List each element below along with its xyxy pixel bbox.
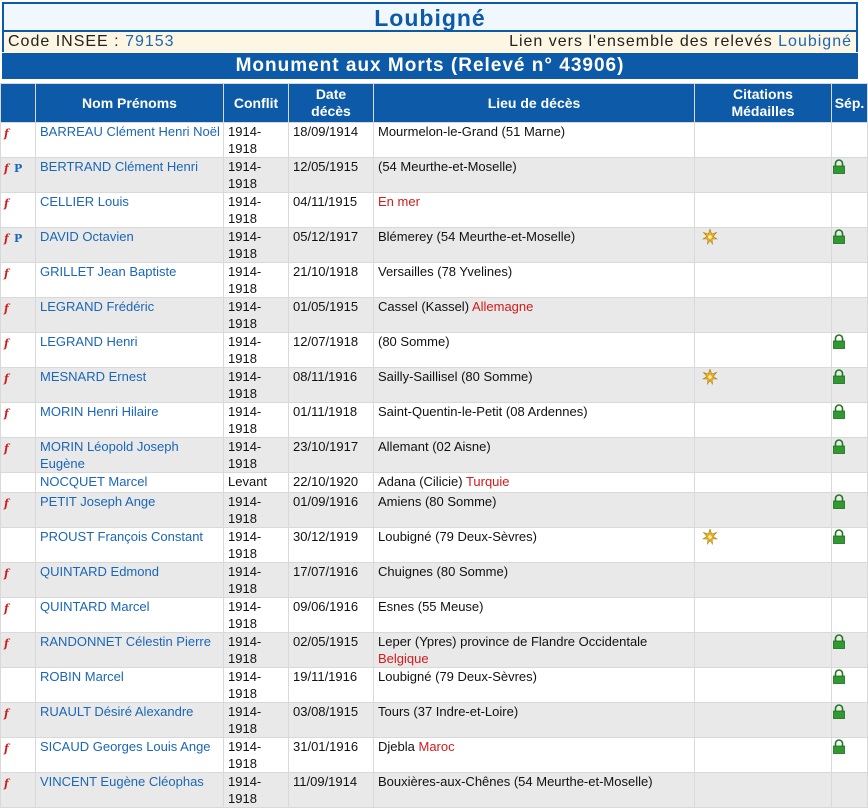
death-date: 03/08/1915 [289, 703, 373, 737]
sepulture-icon[interactable] [832, 669, 867, 688]
table-row [1, 773, 867, 807]
death-place: Versailles (78 Yvelines) [378, 264, 513, 279]
sepulture-cell [832, 368, 867, 402]
death-date: 02/05/1915 [289, 633, 373, 667]
table-row [1, 193, 867, 227]
sep-header: Sép. [832, 84, 867, 122]
insee-info [8, 32, 175, 52]
table-row [1, 333, 867, 367]
row-icons [1, 773, 35, 807]
death-place-cell [374, 158, 694, 192]
soldier-name-link[interactable]: ROBIN Marcel [40, 669, 124, 684]
town-title[interactable]: Loubigné [374, 5, 486, 31]
soldier-name-link[interactable]: VINCENT Eugène Cléophas [40, 774, 204, 789]
conflict-cell: 1914-1918 [224, 493, 288, 527]
conflict-cell: 1914-1918 [224, 333, 288, 367]
conflict-cell: 1914-1918 [224, 298, 288, 332]
death-date: 19/11/1916 [289, 668, 373, 702]
soldier-name [36, 123, 223, 157]
conflict-cell: 1914-1918 [224, 263, 288, 297]
death-date: 31/01/1916 [289, 738, 373, 772]
sepulture-icon[interactable] [832, 229, 867, 248]
death-date: 04/11/1915 [289, 193, 373, 227]
sepulture-icon[interactable] [832, 739, 867, 758]
row-icons [1, 668, 35, 702]
soldier-name [36, 738, 223, 772]
death-country: Turquie [465, 474, 510, 489]
icons-header [1, 84, 35, 122]
death-date: 18/09/1914 [289, 123, 373, 157]
row-icons [1, 493, 35, 527]
death-place: Adana (Cilicie) [378, 474, 463, 489]
citations-cell [695, 528, 831, 562]
death-place: Djebla [378, 739, 415, 754]
conflict-cell: 1914-1918 [224, 668, 288, 702]
sepulture-cell [832, 703, 867, 737]
row-icons [1, 298, 35, 332]
insee-code: 79153 [125, 33, 175, 50]
sepulture-cell [832, 563, 867, 597]
table-row [1, 528, 867, 562]
death-place-cell [374, 333, 694, 367]
sepulture-cell [832, 193, 867, 227]
death-date: 01/11/1918 [289, 403, 373, 437]
death-date: 22/10/1920 [289, 473, 373, 492]
soldier-name [36, 438, 223, 472]
soldier-name-link[interactable]: MESNARD Ernest [40, 369, 147, 384]
death-place-cell [374, 368, 694, 402]
citations-cell [695, 438, 831, 472]
row-icons [1, 528, 35, 562]
death-place: Allemant (02 Aisne) [378, 439, 491, 454]
conflict-cell: 1914-1918 [224, 193, 288, 227]
row-icons [1, 158, 35, 192]
conflict-cell: 1914-1918 [224, 738, 288, 772]
soldier-name-link[interactable]: PETIT Joseph Ange [40, 494, 156, 509]
soldier-name-link[interactable]: DAVID Octavien [40, 229, 134, 244]
row-icons [1, 228, 35, 262]
releves-link-info [509, 32, 852, 52]
conflict-cell: 1914-1918 [224, 773, 288, 807]
soldier-name-link[interactable]: RUAULT Désiré Alexandre [40, 704, 194, 719]
photo-icon[interactable]: P [14, 232, 23, 245]
sepulture-cell [832, 263, 867, 297]
citations-cell [695, 403, 831, 437]
soldier-name [36, 473, 223, 492]
soldier-name [36, 668, 223, 702]
death-place-cell [374, 528, 694, 562]
death-date: 12/05/1915 [289, 158, 373, 192]
death-place: Leper (Ypres) province de Flandre Occidentale [378, 634, 648, 649]
sepulture-cell [832, 403, 867, 437]
death-place: Tours (37 Indre-et-Loire) [378, 704, 519, 719]
death-place: Amiens (80 Somme) [378, 494, 497, 509]
death-country: En mer [378, 194, 420, 209]
date-header-line1: Date [315, 86, 347, 102]
death-place: Loubigné (79 Deux-Sèvres) [378, 529, 537, 544]
citations-cell [695, 633, 831, 667]
table-row [1, 668, 867, 702]
fiche-icon[interactable]: f [4, 602, 9, 615]
death-place-cell [374, 773, 694, 807]
soldier-name-link[interactable]: QUINTARD Marcel [40, 599, 150, 614]
citations-cell [695, 473, 831, 492]
soldier-name-link[interactable]: LEGRAND Frédéric [40, 299, 155, 314]
death-place-cell [374, 473, 694, 492]
soldier-name [36, 158, 223, 192]
citations-cell [695, 333, 831, 367]
sepulture-cell [832, 493, 867, 527]
date-header-line2: décès [311, 103, 351, 119]
soldier-name-link[interactable]: PROUST François Constant [40, 529, 204, 544]
table-row [1, 158, 867, 192]
death-place-cell [374, 263, 694, 297]
table-row [1, 738, 867, 772]
row-icons [1, 123, 35, 157]
sepulture-cell [832, 333, 867, 367]
medal-icon[interactable] [701, 229, 719, 249]
row-icons [1, 633, 35, 667]
citations-header-line2: Médailles [731, 103, 795, 119]
death-date: 30/12/1919 [289, 528, 373, 562]
table-row [1, 123, 867, 157]
sepulture-cell [832, 738, 867, 772]
row-icons [1, 368, 35, 402]
death-country: Maroc [418, 739, 455, 754]
place-header[interactable]: Lieu de décès [374, 84, 694, 122]
fiche-icon[interactable]: f [4, 337, 9, 350]
soldier-name [36, 193, 223, 227]
soldier-name-link[interactable]: GRILLET Jean Baptiste [40, 264, 177, 279]
conflict-cell: 1914-1918 [224, 633, 288, 667]
releves-link-label: Lien vers l'ensemble des relevés [509, 33, 773, 50]
citations-cell [695, 773, 831, 807]
row-icons [1, 738, 35, 772]
table-row [1, 703, 867, 737]
sepulture-icon[interactable] [832, 439, 867, 458]
sepulture-icon[interactable] [832, 529, 867, 548]
table-row [1, 633, 867, 667]
names-header[interactable]: Nom Prénoms [36, 84, 223, 122]
fiche-icon[interactable]: f [4, 497, 9, 510]
death-place-cell [374, 668, 694, 702]
death-date: 09/06/1916 [289, 598, 373, 632]
sepulture-cell [832, 158, 867, 192]
soldier-name-link-cont[interactable]: Eugène [40, 456, 85, 471]
death-date: 21/10/1918 [289, 263, 373, 297]
sepulture-cell [832, 598, 867, 632]
soldier-name [36, 368, 223, 402]
citations-cell [695, 368, 831, 402]
conflict-cell: Levant [224, 473, 288, 492]
row-icons [1, 263, 35, 297]
death-place-cell [374, 598, 694, 632]
fiche-icon[interactable]: f [4, 567, 9, 580]
death-date: 05/12/1917 [289, 228, 373, 262]
soldier-name [36, 633, 223, 667]
soldier-name [36, 298, 223, 332]
sepulture-cell [832, 528, 867, 562]
monument-title: Monument aux Morts (Relevé n° 43906) [2, 53, 858, 79]
conflict-cell: 1914-1918 [224, 528, 288, 562]
death-place-cell [374, 228, 694, 262]
sepulture-cell [832, 668, 867, 702]
conflict-cell: 1914-1918 [224, 563, 288, 597]
conflict-cell: 1914-1918 [224, 403, 288, 437]
row-icons [1, 193, 35, 227]
sepulture-icon[interactable] [832, 369, 867, 388]
death-place: (54 Meurthe-et-Moselle) [378, 159, 517, 174]
row-icons [1, 703, 35, 737]
sepulture-cell [832, 228, 867, 262]
soldier-name [36, 333, 223, 367]
citations-cell [695, 158, 831, 192]
death-country: Allemagne [471, 299, 534, 314]
death-date: 12/07/1918 [289, 333, 373, 367]
citations-cell [695, 668, 831, 702]
soldier-name [36, 598, 223, 632]
row-icons [1, 598, 35, 632]
sepulture-cell [832, 473, 867, 492]
death-place-cell [374, 493, 694, 527]
death-country: Belgique [378, 651, 429, 666]
soldier-name [36, 228, 223, 262]
fiche-icon[interactable]: f [4, 302, 9, 315]
soldier-name-link[interactable]: LEGRAND Henri [40, 334, 138, 349]
death-place-cell [374, 193, 694, 227]
conflict-header[interactable]: Conflit [224, 84, 288, 122]
citations-cell [695, 123, 831, 157]
fiche-icon[interactable]: f [4, 707, 9, 720]
death-place-cell [374, 633, 694, 667]
table-row [1, 598, 867, 632]
photo-icon[interactable]: P [14, 162, 23, 175]
death-place: Sailly-Saillisel (80 Somme) [378, 369, 533, 384]
citations-cell [695, 598, 831, 632]
table-header-row [1, 84, 867, 122]
medal-icon[interactable] [701, 529, 719, 549]
town-title-box [2, 2, 858, 32]
fiche-icon[interactable]: f [4, 197, 9, 210]
sepulture-cell [832, 438, 867, 472]
death-date: 17/07/1916 [289, 563, 373, 597]
row-icons [1, 333, 35, 367]
conflict-cell: 1914-1918 [224, 123, 288, 157]
sepulture-icon[interactable] [832, 634, 867, 653]
conflict-cell: 1914-1918 [224, 598, 288, 632]
soldier-name [36, 773, 223, 807]
table-row [1, 403, 867, 437]
death-place: Mourmelon-le-Grand (51 Marne) [378, 124, 566, 139]
conflict-cell: 1914-1918 [224, 703, 288, 737]
conflict-cell: 1914-1918 [224, 368, 288, 402]
table-row [1, 228, 867, 262]
death-place: Saint-Quentin-le-Petit (08 Ardennes) [378, 404, 588, 419]
citations-cell [695, 263, 831, 297]
soldier-name-link[interactable]: MORIN Léopold Joseph [40, 439, 179, 454]
fiche-icon[interactable]: f [4, 407, 9, 420]
death-date: 08/11/1916 [289, 368, 373, 402]
soldier-name [36, 403, 223, 437]
soldiers-table-body [1, 123, 867, 807]
citations-header-line1: Citations [733, 86, 793, 102]
death-place: Cassel (Kassel) [378, 299, 470, 314]
death-place: (80 Somme) [378, 334, 450, 349]
soldier-name-link[interactable]: RANDONNET Célestin Pierre [40, 634, 211, 649]
conflict-cell: 1914-1918 [224, 158, 288, 192]
soldier-name [36, 493, 223, 527]
fiche-icon[interactable]: f [4, 742, 9, 755]
sepulture-icon[interactable] [832, 494, 867, 513]
death-place: Chuignes (80 Somme) [378, 564, 509, 579]
soldier-name-link[interactable]: MORIN Henri Hilaire [40, 404, 159, 419]
death-place-cell [374, 738, 694, 772]
soldier-name [36, 563, 223, 597]
soldiers-table [0, 83, 868, 808]
death-place-cell [374, 123, 694, 157]
death-place-cell [374, 438, 694, 472]
soldier-name-link[interactable]: BERTRAND Clément Henri [40, 159, 198, 174]
citations-cell [695, 298, 831, 332]
death-date: 01/05/1915 [289, 298, 373, 332]
fiche-icon[interactable]: f [4, 162, 9, 175]
death-date: 01/09/1916 [289, 493, 373, 527]
row-icons [1, 438, 35, 472]
citations-cell [695, 703, 831, 737]
citations-header [695, 84, 831, 122]
fiche-icon[interactable]: f [4, 637, 9, 650]
table-row [1, 368, 867, 402]
row-icons [1, 473, 35, 492]
sepulture-icon[interactable] [832, 404, 867, 423]
death-place-cell [374, 298, 694, 332]
soldier-name-link[interactable]: SICAUD Georges Louis Ange [40, 739, 211, 754]
citations-cell [695, 228, 831, 262]
soldier-name [36, 703, 223, 737]
row-icons [1, 563, 35, 597]
fiche-icon[interactable]: f [4, 232, 9, 245]
citations-cell [695, 563, 831, 597]
sepulture-cell [832, 123, 867, 157]
table-row [1, 563, 867, 597]
releves-town-link[interactable]: Loubigné [778, 33, 852, 50]
sepulture-cell [832, 633, 867, 667]
insee-bar [2, 32, 858, 52]
death-place-cell [374, 703, 694, 737]
row-icons [1, 403, 35, 437]
soldier-name-link[interactable]: CELLIER Louis [40, 194, 129, 209]
sepulture-icon[interactable] [832, 159, 867, 178]
table-row [1, 263, 867, 297]
fiche-icon[interactable]: f [4, 777, 9, 790]
death-date: 11/09/1914 [289, 773, 373, 807]
fiche-icon[interactable]: f [4, 267, 9, 280]
sepulture-icon[interactable] [832, 704, 867, 723]
death-place-cell [374, 563, 694, 597]
table-row [1, 438, 867, 472]
conflict-cell: 1914-1918 [224, 438, 288, 472]
death-place-cell [374, 403, 694, 437]
soldier-name-link[interactable]: BARREAU Clément Henri Noël [40, 124, 220, 139]
date-header[interactable] [289, 84, 373, 122]
table-row [1, 473, 867, 492]
death-place: Blémerey (54 Meurthe-et-Moselle) [378, 229, 576, 244]
death-place: Loubigné (79 Deux-Sèvres) [378, 669, 537, 684]
death-date: 23/10/1917 [289, 438, 373, 472]
fiche-icon[interactable]: f [4, 127, 9, 140]
citations-cell [695, 493, 831, 527]
conflict-cell: 1914-1918 [224, 228, 288, 262]
soldier-name-link[interactable]: NOCQUET Marcel [40, 474, 148, 489]
death-place: Esnes (55 Meuse) [378, 599, 484, 614]
table-row [1, 493, 867, 527]
citations-cell [695, 193, 831, 227]
sepulture-cell [832, 773, 867, 807]
soldier-name-link[interactable]: QUINTARD Edmond [40, 564, 159, 579]
soldier-name [36, 263, 223, 297]
soldier-name [36, 528, 223, 562]
death-place: Bouxières-aux-Chênes (54 Meurthe-et-Moselle) [378, 774, 653, 789]
fiche-icon[interactable]: f [4, 372, 9, 385]
citations-cell [695, 738, 831, 772]
table-row [1, 298, 867, 332]
sepulture-icon[interactable] [832, 334, 867, 353]
medal-icon[interactable] [701, 369, 719, 389]
fiche-icon[interactable]: f [4, 442, 9, 455]
sepulture-cell [832, 298, 867, 332]
insee-label: Code INSEE : [8, 33, 120, 50]
